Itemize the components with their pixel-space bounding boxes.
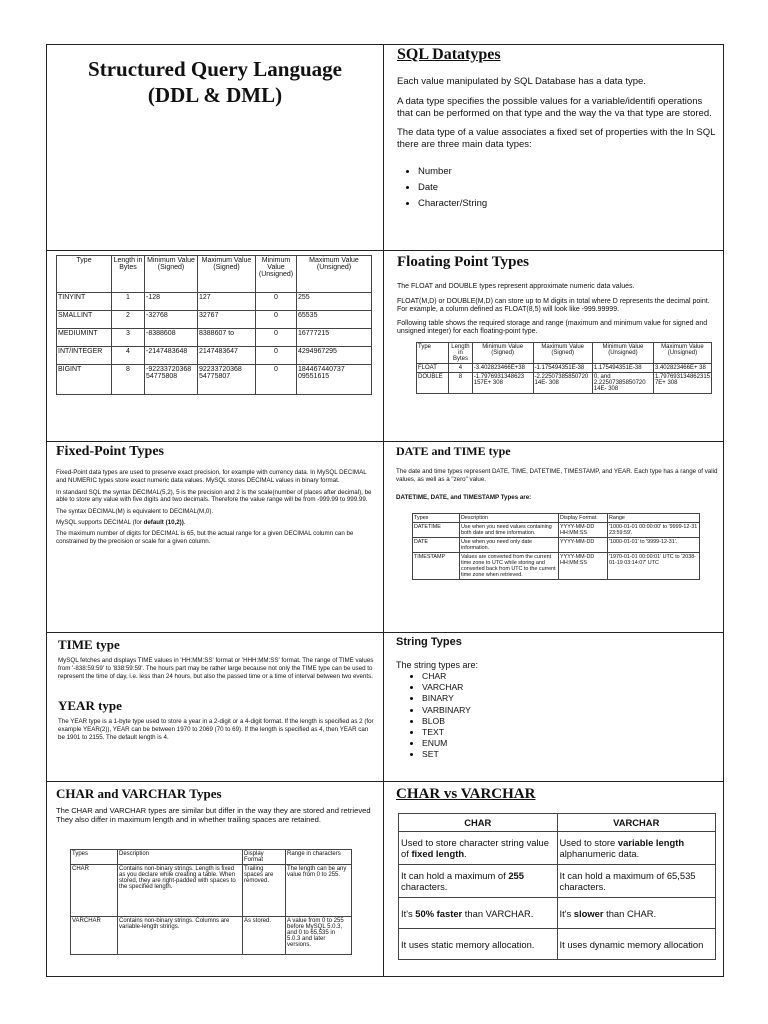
- table-header-row: [71, 849, 352, 864]
- table-cell: A value from 0 to 255 before MySQL 5.0.3, and 0 to 65,535 in 5.0.3 and later versions.: [286, 916, 352, 954]
- column-header: Length in Bytes: [449, 343, 473, 364]
- column-header: Maximum Value (Signed): [533, 343, 592, 364]
- text-span: It uses dynamic memory allocation: [559, 938, 704, 950]
- sql-datatypes-title: SQL Datatypes: [397, 46, 501, 63]
- text-span-bold: 255: [508, 870, 524, 881]
- center-divider: [383, 44, 384, 977]
- fixed-point-p2: In standard SQL the syntax DECIMAL(5,2), 5 is the precision and 2 is the scale(number of places after decimal), be able to store any value with five digits and two decimals. Therefore the value range will be from -999.99 to 999.99.: [56, 488, 372, 504]
- table-cell: 8: [112, 365, 145, 395]
- text-span-bold: 50% faster: [415, 907, 463, 919]
- table-cell: 184467440737 09551615: [297, 365, 372, 395]
- char-varchar-types-p1: The CHAR and VARCHAR types are similar but differ in the way they are stored and retrieved They also differ in maximum length and in whether trailing spaces are retained.: [56, 806, 371, 825]
- list-item: • Number: [418, 164, 720, 180]
- table-cell: [399, 898, 558, 929]
- table-cell: 2147483647: [198, 347, 256, 365]
- table-cell: [399, 865, 558, 898]
- column-header: Types: [71, 849, 118, 864]
- table-cell: [557, 832, 716, 865]
- date-time-title: DATE and TIME type: [396, 444, 511, 458]
- table-cell: 8388607 to: [198, 329, 256, 347]
- date-time-subtitle: DATETIME, DATE, and TIMESTAMP Types are:: [396, 493, 532, 501]
- text-span: Used to store: [559, 837, 618, 848]
- table-cell: '1000-01-01 00:00:00' to '9999-12-31 23:59:59'.: [608, 522, 700, 537]
- table-header-row: [413, 513, 700, 522]
- time-type-title: TIME type: [58, 637, 120, 652]
- table-cell: 4294967295: [297, 347, 372, 365]
- table-cell: DATE: [413, 537, 460, 552]
- table-row: [417, 364, 712, 373]
- table-cell: YYYY-MM-DD: [559, 537, 608, 552]
- table-row: [399, 929, 716, 960]
- table-cell: 16777215: [297, 329, 372, 347]
- table-cell: Trailing spaces are removed.: [243, 864, 286, 916]
- char-vs-varchar-cell: [392, 786, 720, 974]
- table-cell: -3.402823466E+38: [472, 364, 533, 373]
- cover-title: Structured Query Language: [88, 57, 342, 81]
- text-span: alphanumeric data.: [559, 848, 640, 859]
- fixed-point-p3: The syntax DECIMAL(M) is equivalent to DECIMAL(M,0).: [56, 508, 214, 515]
- table-cell: -128: [145, 293, 198, 311]
- list-item: • TEXT: [422, 727, 720, 738]
- table-row: [413, 552, 700, 579]
- fixed-point-p5: The maximum number of digits for DECIMAL is 65, but the actual range for a given DECIMAL column can be constrained by the precision or scale for a given column.: [56, 530, 354, 545]
- table-cell: [557, 929, 716, 960]
- table-cell: 65535: [297, 311, 372, 329]
- table-row: [57, 347, 372, 365]
- table-cell: -2.22507385850720 14E- 308: [533, 373, 592, 394]
- column-header: Minimum Value (Unsigned): [592, 343, 653, 364]
- table-cell: 3: [112, 329, 145, 347]
- list-item: • VARBINARY: [422, 705, 720, 716]
- sql-datatypes-p2: A data type specifies the possible values for a variable/identifi operations that can be performed on that type and the way the va that type are stored.: [397, 96, 712, 119]
- table-row: [413, 522, 700, 537]
- list-item: • BLOB: [422, 716, 720, 727]
- table-cell: VARCHAR: [71, 916, 118, 954]
- char-varchar-types-title: CHAR and VARCHAR Types: [56, 786, 222, 801]
- column-header: VARCHAR: [557, 814, 716, 832]
- fixed-point-p4: [56, 519, 376, 526]
- table-cell: DATETIME: [413, 522, 460, 537]
- column-header: Display Format: [559, 513, 608, 522]
- table-row: [417, 373, 712, 394]
- table-cell: As stored.: [243, 916, 286, 954]
- floating-point-cell: [392, 254, 720, 438]
- text-span: than VARCHAR.: [462, 907, 534, 919]
- column-header: CHAR: [399, 814, 558, 832]
- table-cell: YYYY-MM-DD HH:MM:SS: [559, 522, 608, 537]
- table-cell: 92233720368 54775807: [198, 365, 256, 395]
- table-cell: 0: [256, 329, 297, 347]
- sql-datatypes-p3: The data type of a value associates a fixed set of properties with the In SQL there are three main data types:: [397, 127, 716, 150]
- text-span: Used to store character string value of: [401, 837, 549, 859]
- table-cell: DOUBLE: [417, 373, 449, 394]
- text-span: It's: [559, 907, 574, 919]
- column-header: Minimum Value (Unsigned): [256, 256, 297, 293]
- table-cell: CHAR: [71, 864, 118, 916]
- table-cell: TINYINT: [57, 293, 112, 311]
- table-header-row: [417, 343, 712, 364]
- table-cell: Contains non-binary strings. Columns are variable-length strings.: [118, 916, 243, 954]
- column-header: Display Format: [243, 849, 286, 864]
- floating-point-title: Floating Point Types: [397, 254, 529, 270]
- list-item: • Character/String: [418, 196, 720, 212]
- integer-table: [56, 255, 372, 395]
- string-types-cell: [392, 636, 720, 779]
- row-divider-4: [46, 781, 724, 782]
- text-span: It uses static memory allocation.: [401, 938, 535, 950]
- column-header: Type: [57, 256, 112, 293]
- table-row: [399, 832, 716, 865]
- table-cell: 0: [256, 365, 297, 395]
- column-header: Maximum Value (Signed): [198, 256, 256, 293]
- string-types-list: [392, 671, 720, 760]
- table-cell: 4: [449, 364, 473, 373]
- table-cell: YYYY-MM-DD HH:MM:SS: [559, 552, 608, 579]
- table-cell: FLOAT: [417, 364, 449, 373]
- table-cell: Use when you need only date information.: [460, 537, 559, 552]
- column-header: Type: [417, 343, 449, 364]
- list-item: • VARCHAR: [422, 682, 720, 693]
- table-cell: 32767: [198, 311, 256, 329]
- table-row: [57, 311, 372, 329]
- table-cell: 1.175494351E-38: [592, 364, 653, 373]
- table-row: [71, 864, 352, 916]
- text-span-bold: slower: [573, 907, 604, 919]
- table-cell: -1.7976931348623 157E+ 308: [472, 373, 533, 394]
- year-type-p1: The YEAR type is a 1-byte type used to store a year in a 2-digit or a 4-digit format. If the length is specified as 2 (for example YEAR(2)), YEAR can be between 1970 to 2069 (70 to 69). If the length is specified as 4, then YEAR can be 1901 to 2155. The default length is 4.: [58, 718, 374, 741]
- table-cell: '1000-01-01' to '9999-12-31'.: [608, 537, 700, 552]
- time-year-cell: [54, 637, 376, 779]
- table-cell: [399, 832, 558, 865]
- column-header: Minimum Value (Signed): [145, 256, 198, 293]
- table-row: [399, 865, 716, 898]
- date-time-p1: The date and time types represent DATE, TIME, DATETIME, TIMESTAMP, and YEAR. Each type has a range of valid values, as well as a "zero" value.: [396, 468, 718, 483]
- string-types-title: String Types: [396, 636, 462, 648]
- table-cell: -8388608: [145, 329, 198, 347]
- table-cell: 0, and 2.22507385850720 14E- 308: [592, 373, 653, 394]
- date-time-cell: [392, 444, 720, 629]
- char-varchar-types-cell: [54, 786, 376, 974]
- cover-cell: [54, 56, 376, 246]
- column-header: Minimum Value (Signed): [472, 343, 533, 364]
- text-span: It can hold a maximum of: [401, 870, 509, 881]
- table-row: [399, 898, 716, 929]
- table-header-row: [57, 256, 372, 293]
- table-cell: 8: [449, 373, 473, 394]
- row-divider-2: [46, 441, 724, 442]
- column-header: Description: [118, 849, 243, 864]
- table-cell: Contains non-binary strings. Length is fixed as you declare while creating a table. When stored, they are right-padded with spaces to the specified length.: [118, 864, 243, 916]
- column-header: Types: [413, 513, 460, 522]
- year-type-title: YEAR type: [58, 698, 122, 714]
- char-varchar-table: [70, 849, 352, 955]
- cover-subtitle: (DDL & DML): [147, 83, 283, 108]
- text-span-bold: default (10,2)): [143, 519, 184, 526]
- string-types-intro: The string types are:: [396, 660, 479, 670]
- table-cell: '1970-01-01 00:00:01' UTC to '2038-01-19 03:14:07' UTC: [608, 552, 700, 579]
- table-cell: MEDIUMINT: [57, 329, 112, 347]
- table-cell: 127: [198, 293, 256, 311]
- table-cell: 3.402823466E+ 38: [653, 364, 711, 373]
- table-cell: Values are converted from the current time zone to UTC while storing and converted back from UTC to the current time zone when retrieved.: [460, 552, 559, 579]
- row-divider-1: [46, 250, 724, 251]
- column-header: Description: [460, 513, 559, 522]
- table-cell: Use when you need values containing both date and time information.: [460, 522, 559, 537]
- table-row: [71, 916, 352, 954]
- table-cell: TIMESTAMP: [413, 552, 460, 579]
- integer-table-cell: [54, 255, 376, 435]
- list-item: • Date: [418, 180, 720, 196]
- sql-datatypes-list: [392, 164, 720, 212]
- table-cell: 0: [256, 347, 297, 365]
- floating-point-p2: FLOAT(M,D) or DOUBLE(M,D) can store up to M digits in total where D represents the decimal point. For example, a column defined as FLOAT(8,5) will look like -999.99999.: [397, 298, 710, 314]
- table-cell: -1.175494351E-38: [533, 364, 592, 373]
- table-header-row: [399, 814, 716, 832]
- table-row: [57, 329, 372, 347]
- column-header: Maximum Value (Unsigned): [653, 343, 711, 364]
- table-cell: 1.797693134862315 7E+ 308: [653, 373, 711, 394]
- column-header: Range: [608, 513, 700, 522]
- list-item: • BINARY: [422, 693, 720, 704]
- time-type-p1: MySQL fetches and displays TIME values in 'HH:MM:SS' format or 'HHH:MM:SS' format. The range of TIME values from '-838:59:59' to '838:59:59'. The hours part may be rather large because not only the TIME type can be used to represent the time of day, i.e. less than 24 hours, but also the passed time or a time of interval between two events.: [58, 657, 374, 680]
- table-cell: [557, 865, 716, 898]
- table-cell: 1: [112, 293, 145, 311]
- table-cell: 4: [112, 347, 145, 365]
- char-vs-varchar-title: CHAR vs VARCHAR: [396, 786, 536, 802]
- char-vs-varchar-table: [398, 813, 716, 960]
- text-span: than CHAR.: [603, 907, 657, 919]
- float-table: [416, 342, 712, 394]
- text-span-bold: fixed length: [411, 848, 465, 859]
- text-span-bold: variable length: [617, 837, 685, 848]
- text-span: .: [464, 848, 467, 859]
- fixed-point-title: Fixed-Point Types: [56, 444, 164, 459]
- floating-point-p1: The FLOAT and DOUBLE types represent approximate numeric data values.: [397, 283, 635, 290]
- table-cell: 0: [256, 311, 297, 329]
- column-header: Maximum Value (Unsigned): [297, 256, 372, 293]
- fixed-point-p1: Fixed-Point data types are used to preserve exact precision, for example with currency data. In MySQL DECIMAL and NUMERIC types store exact numeric data values. MySQL stores DECIMAL values in binary format.: [56, 469, 367, 484]
- table-cell: -32768: [145, 311, 198, 329]
- table-cell: [557, 898, 716, 929]
- text-span: It can hold a maximum of 65,535 characters.: [559, 870, 696, 892]
- table-row: [57, 365, 372, 395]
- date-time-table: [412, 513, 700, 580]
- table-cell: -2147483648: [145, 347, 198, 365]
- table-cell: [399, 929, 558, 960]
- floating-point-p3: Following table shows the required storage and range (maximum and minimum value for signed and unsigned integer) for each floating-point type.: [397, 320, 708, 336]
- list-item: • SET: [422, 749, 720, 760]
- table-cell: SMALLINT: [57, 311, 112, 329]
- column-header: Range in characters: [286, 849, 352, 864]
- table-cell: -92233720368 54775808: [145, 365, 198, 395]
- sql-datatypes-p1: Each value manipulated by SQL Database has a data type.: [397, 76, 646, 87]
- row-divider-3: [46, 632, 724, 633]
- table-cell: BIGINT: [57, 365, 112, 395]
- table-row: [413, 537, 700, 552]
- table-cell: The length can be any value from 0 to 255.: [286, 864, 352, 916]
- text-span: It's: [401, 907, 416, 919]
- sql-datatypes-cell: [392, 46, 720, 248]
- table-row: [57, 293, 372, 311]
- fixed-point-cell: [54, 444, 376, 629]
- text-span: MySQL supports DECIMAL (for: [56, 519, 144, 526]
- list-item: • ENUM: [422, 738, 720, 749]
- text-span: characters.: [401, 881, 448, 892]
- text-span: .: [183, 519, 186, 526]
- table-cell: 255: [297, 293, 372, 311]
- table-cell: 2: [112, 311, 145, 329]
- column-header: Length in Bytes: [112, 256, 145, 293]
- table-cell: INT/INTEGER: [57, 347, 112, 365]
- list-item: • CHAR: [422, 671, 720, 682]
- table-cell: 0: [256, 293, 297, 311]
